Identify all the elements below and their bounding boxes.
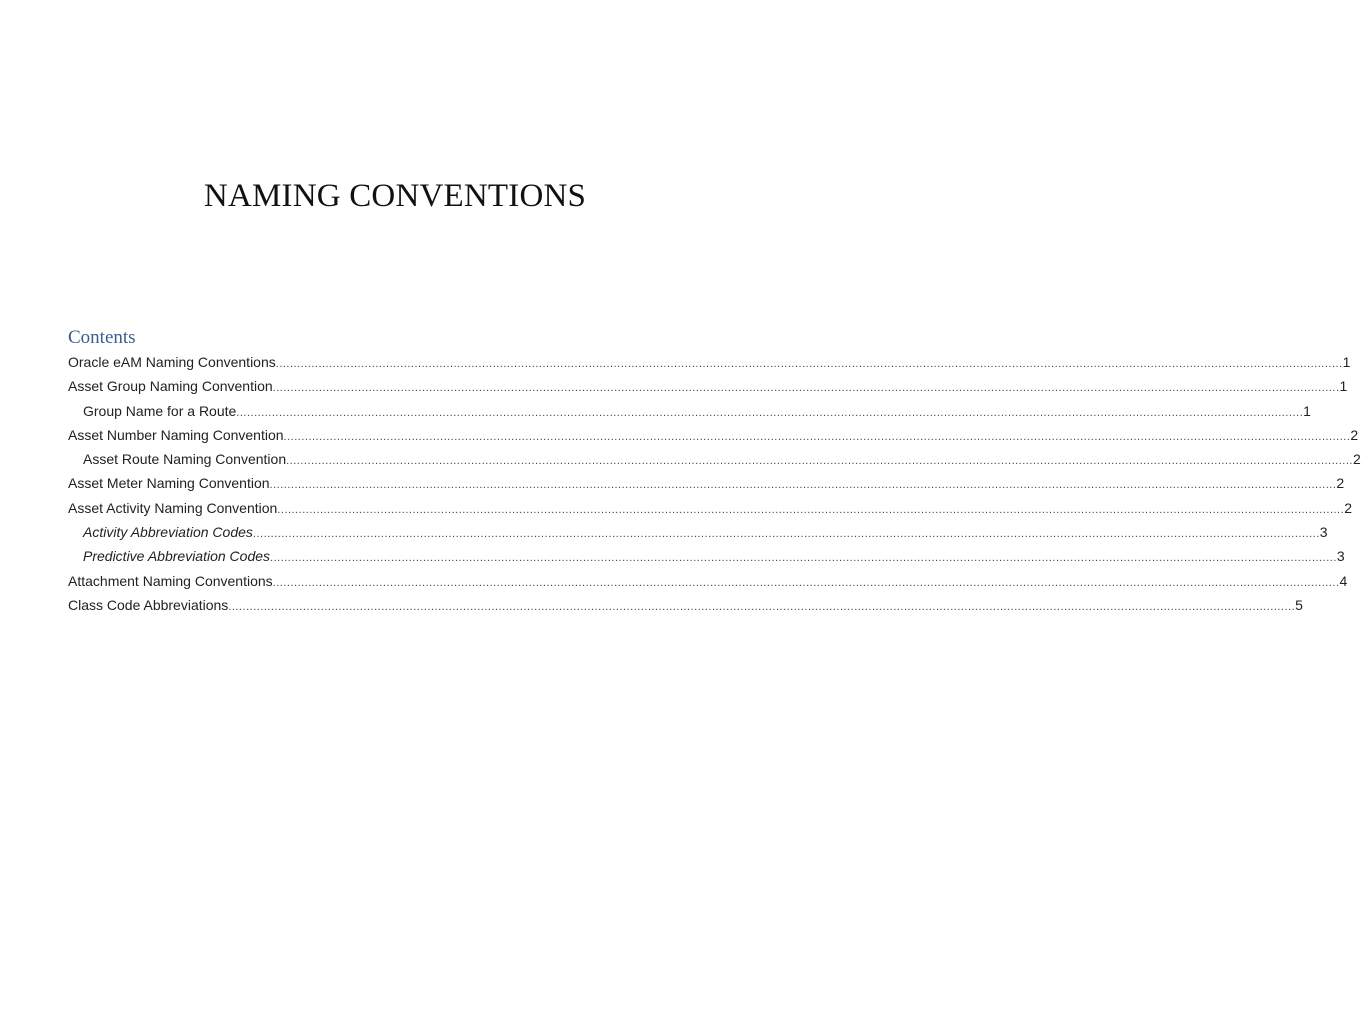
toc-entry-label: Activity Abbreviation Codes	[83, 524, 253, 541]
toc-entry-page: 4	[1339, 572, 1348, 589]
toc-dot-leader: ............................................................................................................................................................................................................................................................................................................	[277, 503, 1345, 516]
toc-entry-label: Group Name for a Route	[83, 402, 237, 419]
toc-entry-label: Attachment Naming Conventions	[68, 572, 273, 589]
toc-entry-page: 1	[1303, 402, 1311, 419]
toc-entry[interactable]	[68, 475, 1345, 499]
toc-entry-page: 3	[1319, 524, 1328, 541]
toc-dot-leader: ............................................................................................................................................................................................................................................................................................................	[275, 358, 1343, 370]
toc-entry[interactable]	[68, 499, 1352, 524]
toc-entry-page: 1	[1342, 354, 1351, 370]
toc-entry-page: 2	[1352, 451, 1361, 468]
toc-dot-leader: ............................................................................................................................................................................................................................................................................................................	[286, 455, 1353, 468]
toc-entry[interactable]	[68, 402, 1311, 427]
toc-entry[interactable]	[68, 426, 1359, 451]
toc-entry-label: Class Code Abbreviations	[68, 596, 229, 613]
toc-entry[interactable]	[68, 378, 1348, 402]
toc-dot-leader: ............................................................................................................................................................................................................................................................................................................	[228, 600, 1296, 613]
toc-entry[interactable]	[68, 524, 1328, 548]
toc-entry-page: 2	[1344, 499, 1352, 516]
toc-entry[interactable]	[68, 596, 1303, 621]
toc-dot-leader: ............................................................................................................................................................................................................................................................................................................	[272, 576, 1340, 589]
toc-entry-page: 3	[1336, 548, 1345, 565]
toc-entry-page: 2	[1336, 475, 1345, 492]
toc-entry-label: Asset Group Naming Convention	[68, 378, 273, 395]
toc-entry-label: Asset Route Naming Convention	[83, 451, 287, 468]
toc-entry-label: Predictive Abbreviation Codes	[83, 548, 271, 565]
toc-entry-label: Asset Activity Naming Convention	[68, 499, 278, 516]
toc-entry-page: 1	[1339, 378, 1348, 395]
toc-entry[interactable]	[68, 572, 1348, 597]
toc-dot-leader: ............................................................................................................................................................................................................................................................................................................	[269, 479, 1337, 492]
toc-entry[interactable]	[68, 548, 1345, 572]
toc-dot-leader: ............................................................................................................................................................................................................................................................................................................	[236, 406, 1304, 419]
toc-entry-page: 2	[1350, 426, 1359, 443]
page-title: NAMING CONVENTIONS	[203, 178, 587, 214]
toc-entry-label: Asset Meter Naming Convention	[68, 475, 270, 492]
toc-entry-label: Asset Number Naming Convention	[68, 426, 284, 443]
toc-dot-leader: ............................................................................................................................................................................................................................................................................................................	[272, 382, 1340, 395]
toc-entry-page: 5	[1295, 596, 1303, 613]
toc-heading: Contents	[68, 327, 136, 348]
toc-dot-leader: ............................................................................................................................................................................................................................................................................................................	[252, 528, 1320, 541]
toc-entry[interactable]	[68, 354, 1351, 378]
toc-entry-label: Oracle eAM Naming Conventions	[68, 354, 276, 370]
toc-list	[68, 354, 1361, 621]
toc-dot-leader: ............................................................................................................................................................................................................................................................................................................	[283, 430, 1351, 443]
table-of-contents	[68, 326, 1361, 621]
toc-entry[interactable]	[68, 451, 1361, 475]
toc-dot-leader: ............................................................................................................................................................................................................................................................................................................	[270, 552, 1337, 565]
